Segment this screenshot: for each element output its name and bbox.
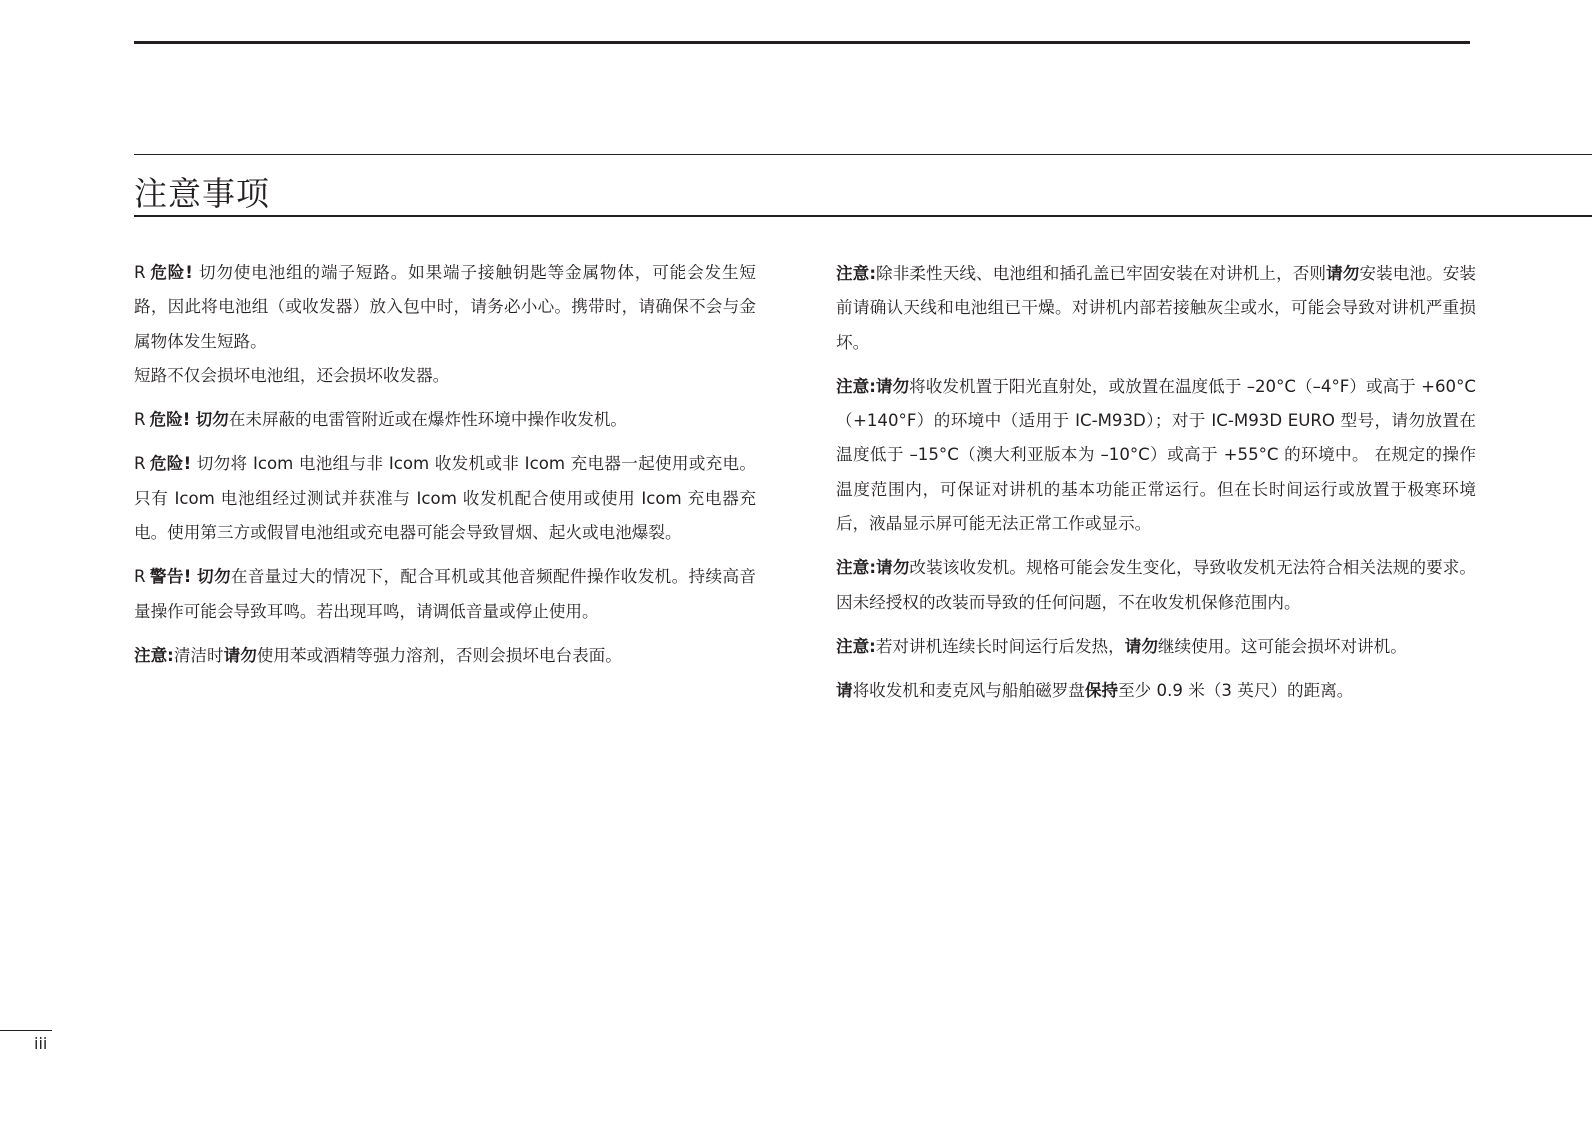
danger-label: 危险! xyxy=(149,454,192,474)
emphasis: 请勿 xyxy=(875,376,910,396)
warning-volume xyxy=(134,560,756,629)
right-column xyxy=(836,257,1476,719)
caution-text: 继续使用。这可能会损坏对讲机。 xyxy=(1157,636,1407,656)
note-text: 至少 0.9 米（3 英尺）的距离。 xyxy=(1118,681,1354,701)
warning-mark: R xyxy=(134,410,146,430)
caution-pre: 除非柔性天线、电池组和插孔盖已牢固安装在对讲机上，否则 xyxy=(875,264,1327,283)
danger-text: 切勿将 Icom 电池组与非 Icom 收发机或非 Icom 充电器一起使用或充电。只有 Icom 电池组经过测试并获准与 Icom 收发机配合使用或使用 Icom 充电器充电。使用第三方或假冒电池组或充电器可能会导致冒烟、起火或电池爆裂。 xyxy=(134,454,756,543)
top-rule xyxy=(134,41,1470,44)
caution-pre: 清洁时 xyxy=(173,645,224,665)
caution-pre: 若对讲机连续长时间运行后发热， xyxy=(875,636,1125,656)
caution-modify xyxy=(836,551,1476,620)
page-number: iii xyxy=(34,1034,48,1053)
caution-label: 注意: xyxy=(836,558,876,578)
caution-heat xyxy=(836,630,1476,664)
compass-distance-note xyxy=(836,674,1476,708)
danger-battery xyxy=(134,447,756,550)
emphasis: 请勿 xyxy=(1124,636,1158,656)
danger-short-circuit xyxy=(134,256,756,359)
danger-label: 危险! xyxy=(149,410,191,430)
emphasis: 请勿 xyxy=(223,645,257,665)
danger-explosive xyxy=(134,403,756,437)
caution-text: 改装该收发机。规格可能会发生变化，导致收发机无法符合相关法规的要求。因未经授权的改装而导致的任何问题，不在收发机保修范围内。 xyxy=(836,558,1477,612)
emphasis: 请 xyxy=(836,681,853,701)
caution-install xyxy=(836,257,1476,360)
danger-text: 切勿使电池组的端子短路。如果端子接触钥匙等金属物体，可能会发生短路，因此将电池组（或收发器）放入包中时，请务必小心。携带时，请确保不会与金属物体发生短路。 xyxy=(134,263,756,351)
warning-mark: R xyxy=(134,454,146,474)
page-title: 注意事项 xyxy=(134,174,270,213)
title-underline xyxy=(134,215,1592,217)
left-column xyxy=(134,256,756,683)
section-rule xyxy=(134,154,1592,155)
danger-label: 危险! xyxy=(149,263,193,282)
emphasis: 切勿 xyxy=(195,410,229,430)
caution-text: 将收发机置于阳光直射处，或放置在温度低于 –20°C（–4°F）或高于 +60°C（+140°F）的环境中（适用于 IC-M93D）；对于 IC-M93D EURO 型号，请勿放置在温度低于 –15°C（澳大利亚版本为 –10°C）或高于 +55°C 的环境中。 在规定的操作温度范围内，可保证对讲机的基本功能正常运行。但在长时间运行或放置于极寒环境后，液晶显示屏可能无法正常工作或显示。 xyxy=(836,376,1476,534)
warning-mark: R xyxy=(134,567,146,587)
caution-label: 注意: xyxy=(836,376,876,396)
emphasis: 请勿 xyxy=(875,558,910,578)
warning-label: 警告! xyxy=(149,567,192,587)
warning-mark: R xyxy=(134,263,146,282)
emphasis: 切勿 xyxy=(197,567,231,587)
caution-text: 使用苯或酒精等强力溶剂，否则会损坏电台表面。 xyxy=(256,645,622,665)
caution-text: 安装电池。安装前请确认天线和电池组已干燥。对讲机内部若接触灰尘或水，可能会导致对讲机严重损坏。 xyxy=(836,264,1477,352)
caution-temperature xyxy=(836,370,1476,541)
caution-cleaning xyxy=(134,639,756,673)
emphasis: 保持 xyxy=(1084,681,1119,701)
danger-text: 在未屏蔽的电雷管附近或在爆炸性环境中操作收发机。 xyxy=(228,410,628,430)
caution-label: 注意: xyxy=(134,645,174,665)
emphasis: 请勿 xyxy=(1326,264,1360,283)
caution-label: 注意: xyxy=(836,636,876,656)
caution-label: 注意: xyxy=(836,264,876,283)
short-circuit-note: 短路不仅会损坏电池组，还会损坏收发器。 xyxy=(134,365,450,385)
warning-text: 在音量过大的情况下，配合耳机或其他音频配件操作收发机。持续高音量操作可能会导致耳鸣。若出现耳鸣，请调低音量或停止使用。 xyxy=(134,567,757,621)
note-mid: 将收发机和麦克风与船舶磁罗盘 xyxy=(852,681,1085,701)
page-number-rule xyxy=(0,1030,52,1031)
